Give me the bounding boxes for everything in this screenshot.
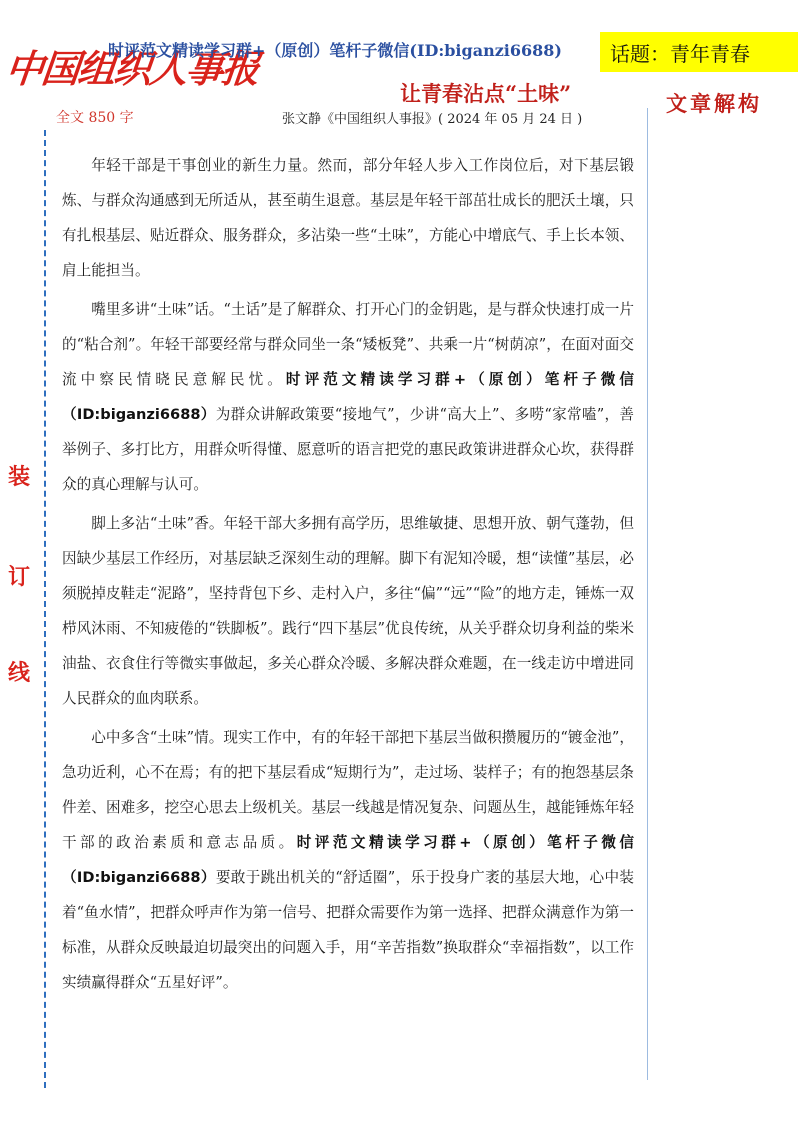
binding-char-1: 装 xyxy=(8,464,31,490)
binding-char-3: 线 xyxy=(8,660,31,686)
paragraph-intro: 年轻干部是干事创业的新生力量。然而，部分年轻人步入工作岗位后，对下基层锻炼、与群众沟通感到无所适从，甚至萌生退意。基层是年轻干部茁壮成长的肥沃土壤，只有扎根基层、贴近群众、服务群众，多沾染一些“土味”，方能心中增底气、手上长本领、肩上能担当。 xyxy=(62,157,634,279)
paragraph-text: 要敢于跳出机关的“舒适圈”，乐于投身广袤的基层大地，心中装着“鱼水情”，把群众呼声作为第一信号、把群众需要作为第一选择、把群众满意作为第一标准，从群众反映最迫切最突出的问题入手，用“辛苦指数”换取群众“幸福指数”，以工作实绩赢得群众“五星好评”。 xyxy=(62,869,634,991)
paragraph-text: 心中多含“土味”情。现实工作中，有的年轻干部把下基层当做积攒履历的“镀金池”，急功近利，心不在焉；有的把下基层看成“短期行为”，走过场、装样子；有的抱怨基层条件差、困难多，挖空心思去上级机关。基层一线越是情况复杂、问题丛生，越能锤炼年轻干部的政治素质和意志品质。 xyxy=(62,729,634,851)
analysis-label: 文章解构 xyxy=(666,91,762,116)
binding-dashed-line xyxy=(44,130,46,1088)
paragraph-words xyxy=(62,292,634,502)
right-margin-rule xyxy=(647,108,648,1080)
topic-label: 话题：青年青春 xyxy=(610,41,750,66)
topic-badge xyxy=(600,32,798,72)
wechat-promo-inline: 时评范文精读学习群+（原创）笔杆子微信（ID:biganzi6688） xyxy=(62,371,634,423)
article-body xyxy=(62,148,634,1004)
paragraph-text: 嘴里多讲“土味”话。“土话”是了解群众、打开心门的金钥匙，是与群众快速打成一片的“粘合剂”。年轻干部要经常与群众同坐一条“矮板凳”、共乘一片“树荫凉”，在面对面交流中察民情晓民意解民忧。 xyxy=(62,301,634,388)
byline: 张文静《中国组织人事报》( 2024 年 05 月 24 日 ) xyxy=(282,112,583,127)
wechat-promo-line: 时评范文精读学习群+（原创）笔杆子微信(ID:biganzi6688) xyxy=(108,41,562,60)
article-title: 让青春沾点“土味” xyxy=(400,81,572,106)
binding-char-2: 订 xyxy=(8,564,31,590)
paragraph-heart xyxy=(62,720,634,1000)
wechat-promo-inline: 时评范文精读学习群+（原创）笔杆子微信（ID:biganzi6688） xyxy=(62,834,634,886)
word-count: 全文 850 字 xyxy=(56,110,134,126)
paragraph-text: 为群众讲解政策要“接地气”，少讲“高大上”、多唠“家常嗑”，善举例子、多打比方，用群众听得懂、愿意听的语言把党的惠民政策讲进群众心坎，获得群众的真心理解与认可。 xyxy=(62,406,634,493)
paragraph-feet: 脚上多沾“土味”香。年轻干部大多拥有高学历，思维敏捷、思想开放、朝气蓬勃，但因缺少基层工作经历，对基层缺乏深刻生动的理解。脚下有泥知冷暖，想“读懂”基层，必须脱掉皮鞋走“泥路”，坚持背包下乡、走村入户，多往“偏”“远”“险”的地方走，锤炼一双栉风沐雨、不知疲倦的“铁脚板”。践行“四下基层”优良传统，从关乎群众切身利益的柴米油盐、衣食住行等微实事做起，多关心群众冷暖、多解决群众难题，在一线走访中增进同人民群众的血肉联系。 xyxy=(62,515,634,707)
newspaper-logo: 中国组织人事报 xyxy=(3,46,261,91)
